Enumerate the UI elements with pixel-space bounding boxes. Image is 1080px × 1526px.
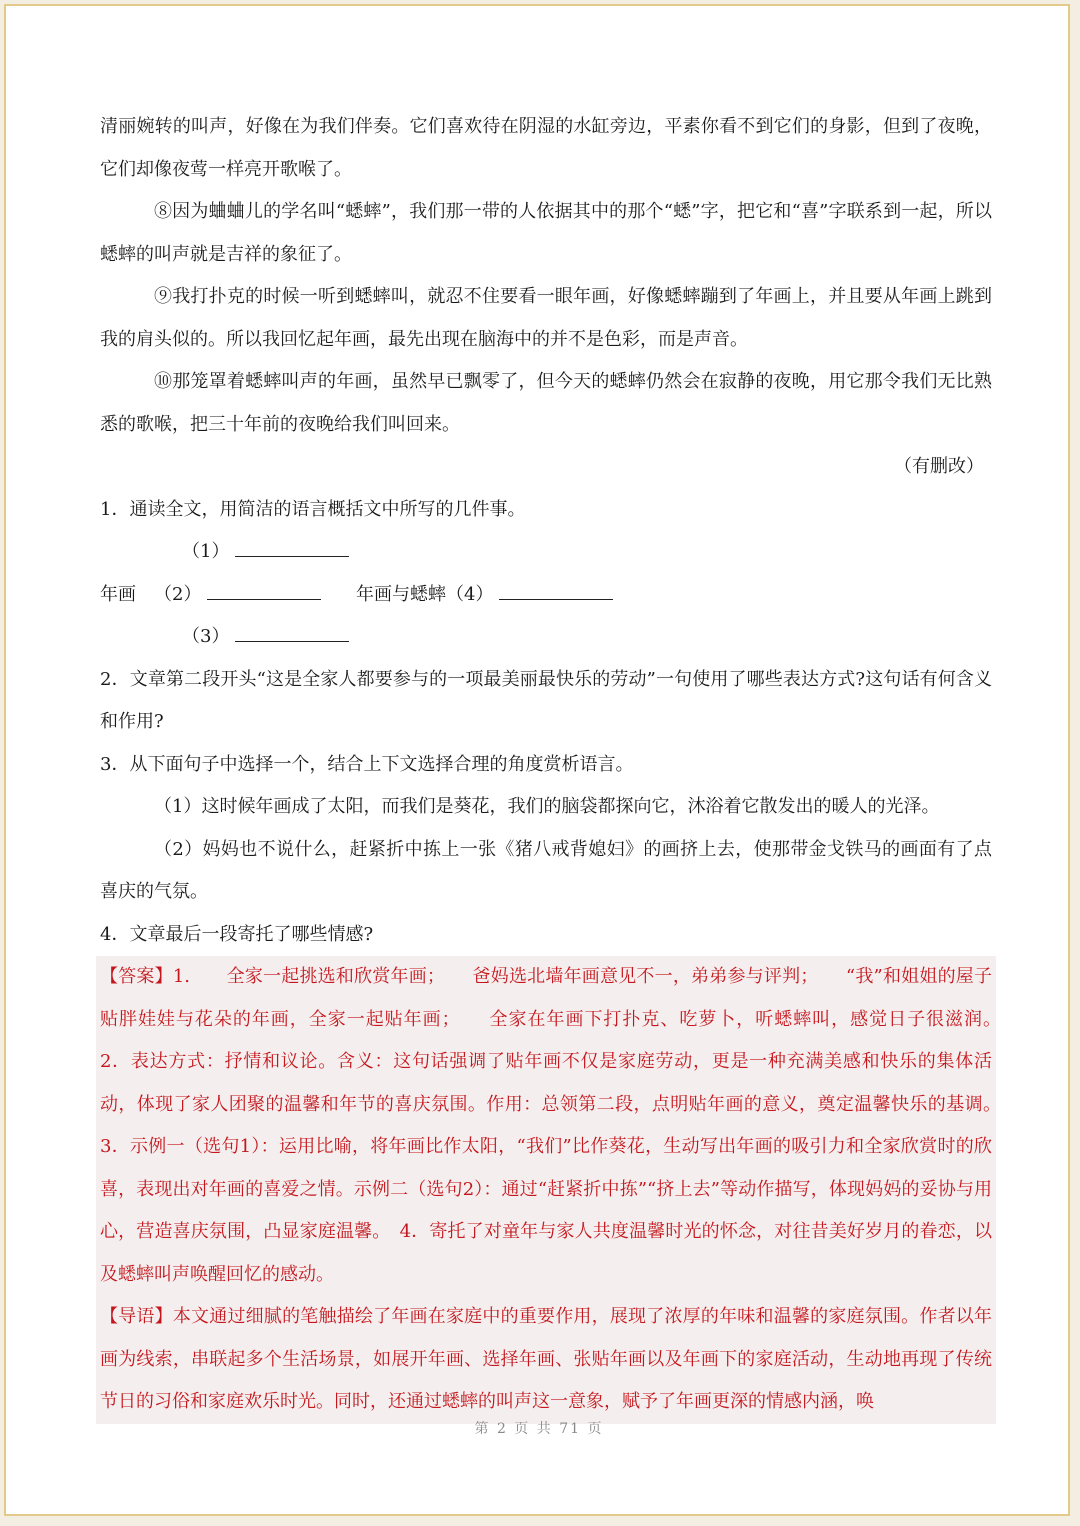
question-3: 3．从下面句子中选择一个，结合上下文选择合理的角度赏析语言。 bbox=[100, 753, 634, 775]
page-content bbox=[100, 106, 1010, 1424]
revision-note: （有删改） bbox=[894, 456, 984, 477]
question-1: 1．通读全文，用简洁的语言概括文中所写的几件事。 bbox=[100, 498, 526, 520]
q1-row-2 bbox=[100, 574, 992, 617]
q1-row-3 bbox=[100, 616, 992, 659]
answer-blank-1[interactable] bbox=[235, 536, 349, 557]
guide-text: 本文通过细腻的笔触描绘了年画在家庭中的重要作用，展现了浓厚的年味和温馨的家庭氛围。作者以年画为线索，串联起多个生活场景，如展开年画、选择年画、张贴年画以及年画下的家庭活动，生动地再现了传统节日的习俗和家庭欢乐时光。同时，还通过蟋蟀的叫声这一意象，赋予了年画更深的情感内涵，唤 bbox=[100, 1306, 993, 1412]
answer-section bbox=[96, 956, 1010, 1424]
q3-sentence-2: （2）妈妈也不说什么，赶紧折中拣上一张《猪八戒背媳妇》的画挤上去，使那带金戈铁马的画面有了点喜庆的气氛。 bbox=[100, 838, 992, 902]
page-footer: 第 2 页 共 71 页 bbox=[474, 1421, 604, 1437]
answer-text: 1. 全家一起挑选和欣赏年画； 爸妈选北墙年画意见不一，弟弟参与评判； “我”和姐姐的屋子贴胖娃娃与花朵的年画，全家一起贴年画； 全家在年画下打扑克、吃萝卜，听蟋蟀叫，感觉日子很滋润。 2．表达方式：抒情和议论。含义：这句话强调了贴年画不仅是家庭劳动，更是一种充满美感和快乐的集体活动，体现了家人团聚的温馨和年节的喜庆氛围。作用：总领第二段，点明贴年画的意义，奠定温馨快乐的基调。 3．示例一（选句1）：运用比喻，将年画比作太阳，“我们”比作葵花，生动写出年画的吸引力和全家欣赏时的欣喜，表现出对年画的喜爱之情。示例二（选句2）：通过“赶紧折中拣”“挤上去”等动作描写，体现妈妈的妥协与用心，营造喜庆氛围，凸显家庭温馨。 4．寄托了对童年与家人共度温馨时光的怀念，对往昔美好岁月的眷恋，以及蟋蟀叫声唤醒回忆的感动。 bbox=[100, 966, 1010, 1285]
q1-item-1: （1） bbox=[182, 531, 349, 574]
guide-label: 【导语】 bbox=[100, 1306, 173, 1327]
passage-paragraph-7-end: 清丽婉转的叫声，好像在为我们伴奏。它们喜欢待在阴湿的水缸旁边，平素你看不到它们的身影，但到了夜晚，它们却像夜莺一样亮开歌喉了。 bbox=[100, 116, 992, 180]
passage-paragraph-10: ⑩那笼罩着蟋蟀叫声的年画，虽然早已飘零了，但今天的蟋蟀仍然会在寂静的夜晚，用它那令我们无比熟悉的歌喉，把三十年前的夜晚给我们叫回来。 bbox=[100, 371, 992, 435]
answer-blank-4[interactable] bbox=[499, 579, 613, 600]
answer-blank-2[interactable] bbox=[207, 579, 321, 600]
question-2: 2．文章第二段开头“这是全家人都要参与的一项最美丽最快乐的劳动”一句使用了哪些表达方式?这句话有何含义和作用? bbox=[100, 668, 992, 732]
q1-item-3: （3） bbox=[182, 616, 349, 659]
document-page bbox=[4, 4, 1070, 1516]
q1-item-2: （2） bbox=[154, 574, 321, 617]
q1-center-label: 年画 bbox=[100, 583, 136, 605]
answer-label: 【答案】 bbox=[100, 966, 173, 987]
question-4: 4．文章最后一段寄托了哪些情感? bbox=[100, 923, 374, 945]
q1-item-4: 年画与蟋蟀（4） bbox=[356, 574, 613, 617]
passage-paragraph-8: ⑧因为蛐蛐儿的学名叫“蟋蟀”，我们那一带的人依据其中的那个“蟋”字，把它和“喜”字联系到一起，所以蟋蟀的叫声就是吉祥的象征了。 bbox=[100, 201, 992, 265]
q1-row-1 bbox=[100, 531, 992, 574]
answer-blank-3[interactable] bbox=[235, 621, 349, 642]
q3-sentence-1: （1）这时候年画成了太阳，而我们是葵花，我们的脑袋都探向它，沐浴着它散发出的暖人的光泽。 bbox=[154, 796, 940, 817]
answer-block bbox=[100, 956, 1010, 1296]
passage-paragraph-9: ⑨我打扑克的时候一听到蟋蟀叫，就忍不住要看一眼年画，好像蟋蟀蹦到了年画上，并且要从年画上跳到我的肩头似的。所以我回忆起年画，最先出现在脑海中的并不是色彩，而是声音。 bbox=[100, 286, 992, 350]
guide-block bbox=[100, 1296, 992, 1424]
